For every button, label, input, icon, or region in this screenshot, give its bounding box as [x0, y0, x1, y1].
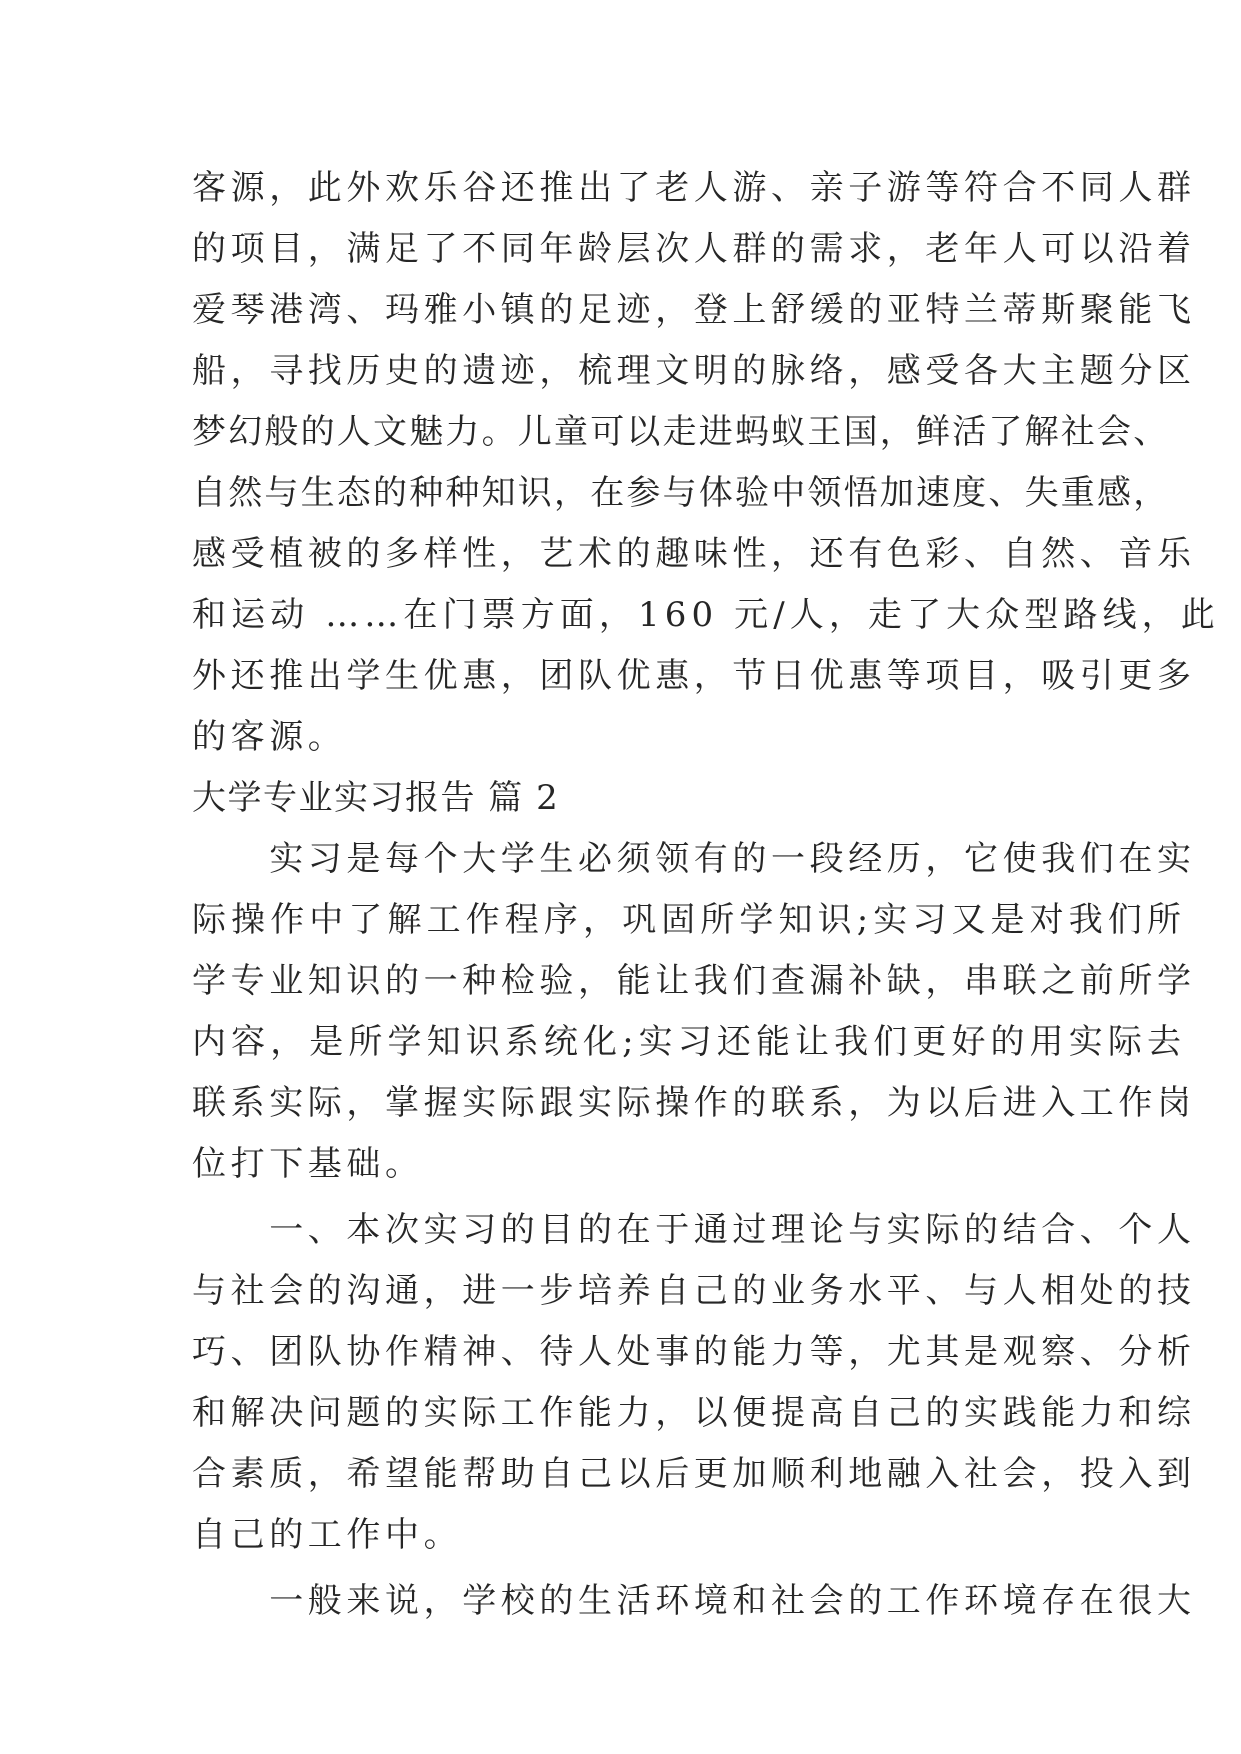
text-line: 船，寻找历史的遗迹，梳理文明的脉络，感受各大主题分区 — [192, 351, 1196, 391]
text-line: 内容，是所学知识系统化;实习还能让我们更好的用实际去 — [192, 1022, 1187, 1062]
section-heading: 大学专业实习报告 篇 2 — [192, 778, 560, 818]
text-line: 梦幻般的人文魅力。儿童可以走进蚂蚁王国，鲜活了解社会、 — [192, 412, 1170, 452]
text-line: 客源，此外欢乐谷还推出了老人游、亲子游等符合不同人群 — [192, 168, 1196, 208]
text-line: 联系实际，掌握实际跟实际操作的联系，为以后进入工作岗 — [192, 1083, 1196, 1123]
text-line: 和运动 ……在门票方面，160 元/人，走了大众型路线，此 — [192, 595, 1220, 635]
text-line: 的客源。 — [192, 717, 347, 757]
text-line: 合素质，希望能帮助自己以后更加顺利地融入社会，投入到 — [192, 1454, 1196, 1494]
text-line: 一般来说，学校的生活环境和社会的工作环境存在很大 — [192, 1581, 1196, 1621]
text-line: 与社会的沟通，进一步培养自己的业务水平、与人相处的技 — [192, 1271, 1196, 1311]
text-line: 感受植被的多样性，艺术的趣味性，还有色彩、自然、音乐 — [192, 534, 1196, 574]
text-line: 和解决问题的实际工作能力，以便提高自己的实践能力和综 — [192, 1393, 1196, 1433]
text-line: 自然与生态的种种知识，在参与体验中领悟加速度、失重感， — [192, 473, 1170, 513]
text-line: 位打下基础。 — [192, 1144, 424, 1184]
text-line: 学专业知识的一种检验，能让我们查漏补缺，串联之前所学 — [192, 961, 1196, 1001]
text-line: 实习是每个大学生必须领有的一段经历，它使我们在实 — [192, 839, 1196, 879]
document-page — [192, 158, 1220, 1632]
text-line: 外还推出学生优惠，团队优惠，节日优惠等项目，吸引更多 — [192, 656, 1196, 696]
text-line: 爱琴港湾、玛雅小镇的足迹，登上舒缓的亚特兰蒂斯聚能飞 — [192, 290, 1196, 330]
text-line: 一、本次实习的目的在于通过理论与实际的结合、个人 — [192, 1210, 1196, 1250]
text-line: 巧、团队协作精神、待人处事的能力等，尤其是观察、分析 — [192, 1332, 1196, 1372]
text-line: 自己的工作中。 — [192, 1515, 463, 1555]
text-line: 的项目，满足了不同年龄层次人群的需求，老年人可以沿着 — [192, 229, 1196, 269]
text-line: 际操作中了解工作程序，巩固所学知识;实习又是对我们所 — [192, 900, 1187, 940]
